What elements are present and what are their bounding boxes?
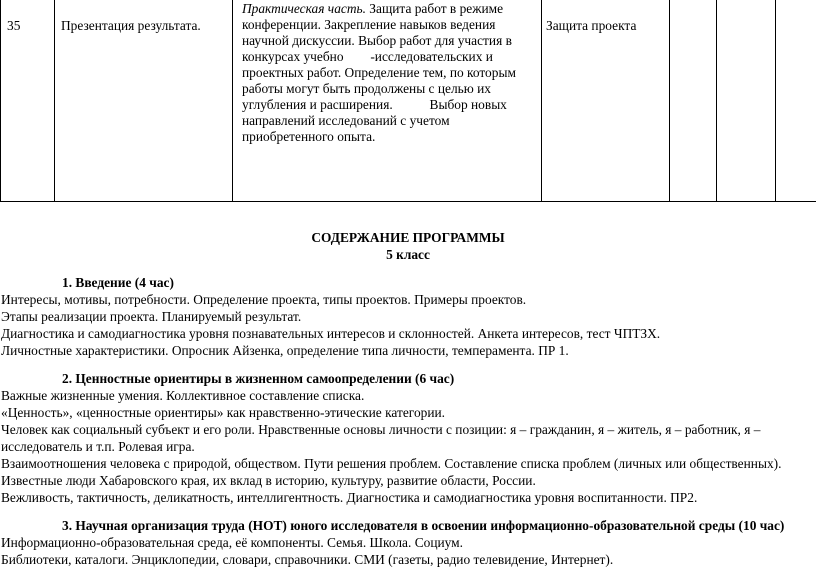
section-2-line: Взаимоотношения человека с природой, обществом. Пути решения проблем. Составление списка проблем (личных или общественных). xyxy=(1,456,781,472)
section-2-line: Известные люди Хабаровского края, их вклад в историю, культуру, развитие области, России. xyxy=(1,473,536,489)
section-2-line: Вежливость, тактичность, деликатность, интеллигентность. Диагностика и самодиагностика уровня воспитанности. ПР2. xyxy=(1,490,697,506)
lesson-number-cell xyxy=(1,0,55,202)
lesson-form-cell xyxy=(542,0,670,202)
section-heading-3: 3. Научная организация труда (НОТ) юного исследователя в освоении информационно-образовательной среды (10 час) xyxy=(62,518,784,534)
lesson-number: 35 xyxy=(7,18,20,33)
lesson-content-text: Защита работ в режиме конференции. Закрепление навыков ведения научной дискуссии. Выбор работ для участия в конкурсах учебно -исследовательских и проектных работ. Определение тем, по которым работы могут быть продолжены с целью их углубления и расширения. Выбор новых направлений исследований с учетом приобретенного опыта. xyxy=(242,1,519,144)
program-grade: 5 класс xyxy=(0,247,816,263)
section-1-line: Этапы реализации проекта. Планируемый результат. xyxy=(1,309,301,325)
lesson-topic: Презентация результата. xyxy=(61,18,201,33)
section-heading-2: 2. Ценностные ориентиры в жизненном самоопределении (6 час) xyxy=(62,371,454,387)
program-title: СОДЕРЖАНИЕ ПРОГРАММЫ xyxy=(0,230,816,246)
section-heading-1: 1. Введение (4 час) xyxy=(62,275,174,291)
section-3-line: Информационно-образовательная среда, её компоненты. Семья. Школа. Социум. xyxy=(1,535,463,551)
lesson-content-cell xyxy=(233,0,542,202)
lesson-form: Защита проекта xyxy=(546,18,636,33)
section-3-line: Библиотеки, каталоги. Энциклопедии, словари, справочники. СМИ (газеты, радио телевидение, Интернет). xyxy=(1,552,613,568)
empty-cell xyxy=(670,0,717,202)
section-1-line: Диагностика и самодиагностика уровня познавательных интересов и склонностей. Анкета интересов, тест ЧПТЗХ. xyxy=(1,326,660,342)
section-2-line: Человек как социальный субъект и его роли. Нравственные основы личности с позиции: я – гражданин, я – житель, я – работник, я – xyxy=(1,422,760,438)
empty-cell xyxy=(717,0,776,202)
section-1-line: Личностные характеристики. Опросник Айзенка, определение типа личности, темперамента. ПР 1. xyxy=(1,343,569,359)
lesson-content-italic: Практическая часть. xyxy=(242,1,366,16)
section-2-line: Важные жизненные умения. Коллективное составление списка. xyxy=(1,388,364,404)
section-1-line: Интересы, мотивы, потребности. Определение проекта, типы проектов. Примеры проектов. xyxy=(1,292,526,308)
lesson-plan-table xyxy=(0,0,816,202)
section-2-line: «Ценность», «ценностные ориентиры» как нравственно-этические категории. xyxy=(1,405,445,421)
lesson-topic-cell xyxy=(55,0,233,202)
table-row xyxy=(1,0,816,202)
empty-cell xyxy=(776,0,816,202)
section-2-line: исследователь и т.п. Ролевая игра. xyxy=(1,439,195,455)
